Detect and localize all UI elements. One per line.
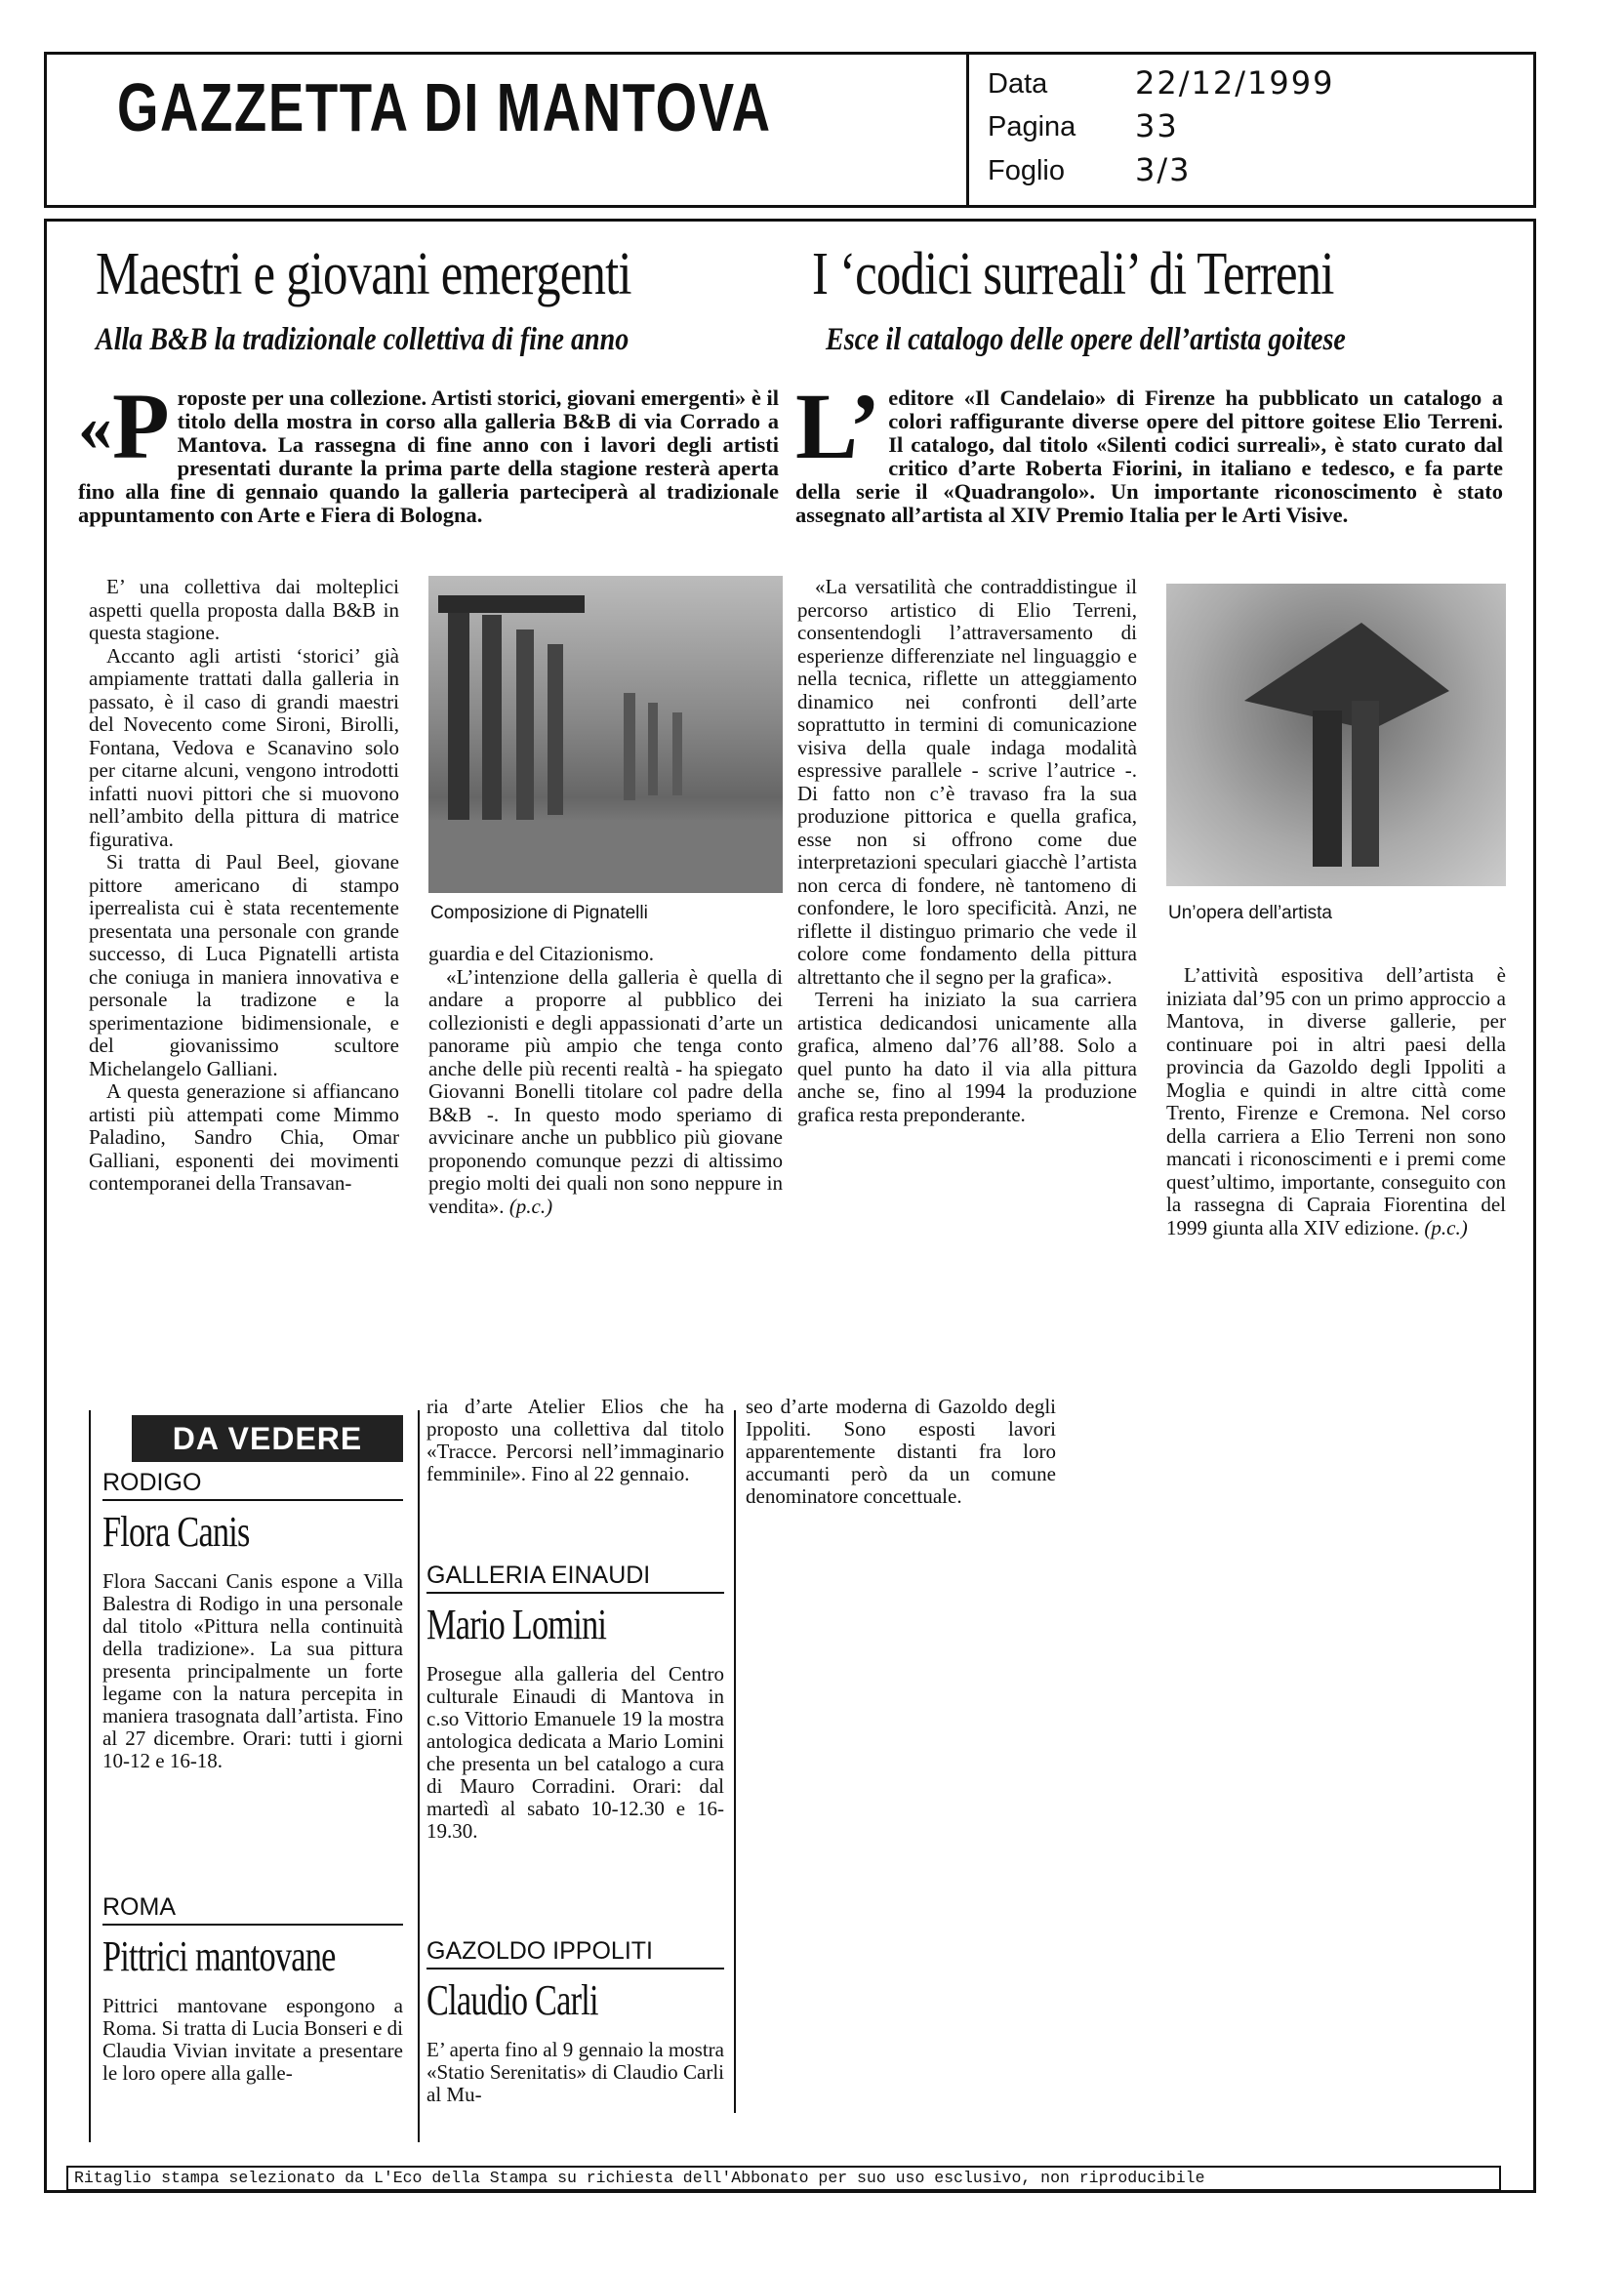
article2-headline: I ‘codici surreali’ di Terreni bbox=[812, 241, 1334, 307]
ruins-illustration bbox=[428, 576, 783, 893]
listing-text: Prosegue alla galleria del Centro culturale Einaudi di Mantova in c.so Vittorio Emanuele 19 la mostra antologica dedicata a Mario Lomini che presenta un bel catalogo a cura di Mauro Corradini. Orari: dal martedì al sabato 10-12.30 e 16- 19.30. bbox=[426, 1662, 724, 1843]
listing-location: RODIGO bbox=[102, 1469, 403, 1501]
listing-location: ROMA bbox=[102, 1893, 403, 1926]
article1-column2 bbox=[428, 943, 783, 1218]
paragraph: E’ una collettiva dai molteplici aspetti quella proposta dalla B&B in questa stagione. bbox=[89, 575, 399, 644]
artwork-illustration bbox=[1166, 584, 1506, 886]
paragraph-text: L’attività espositiva dell’artista è iniziata dal’95 con un primo approccio a Mantova, in diverse gallerie, per continuare poi in altri paesi della provincia da Gazoldo degli Ippoliti a Moglia e quindi in altre città come Trento, Firenze e Cremona. Nel corso della carriera a Elio Terreni non sono mancati i riconoscimenti e i premi come quest’ultimo, importante, conseguito con la rassegna di Capraia Fiorentina del 1999 giunta alla XIV edizione. bbox=[1166, 963, 1506, 1239]
column-rule bbox=[418, 1410, 420, 2142]
listing-galleria-einaudi bbox=[426, 1562, 724, 1843]
drop-cap: P bbox=[112, 374, 170, 478]
listing-title: Pittrici mantovane bbox=[102, 1932, 336, 1980]
column-rule bbox=[734, 1410, 736, 2113]
paragraph: «La versatilità che contraddistingue il percorso artistico di Elio Terreni, consentendogli l’attraversamento di esperienze differenziate nel linguaggio e nella tecnica, riflette un atteggiamento dinamico nei confronti dell’arte soprattutto in termini di comunicazione visiva della quale indaga modalità espressive parallele - scrive l’autrice -. Di fatto non c’è travaso fra la sua produzione pittorica e quella grafica, esse non si offrono come due interpretazioni speculari giacchè l’artista non cerca di fondere, nè tantomeno di confondere, le loro specificità. Anzi, ne riflette il distinguo primario che vede il colore come fondamento della pittura altrettanto che il segno per la grafica». bbox=[797, 575, 1137, 989]
paragraph bbox=[428, 966, 783, 1219]
signature: (p.c.) bbox=[1424, 1215, 1468, 1239]
listing-roma bbox=[102, 1893, 403, 2085]
sheet-label: Foglio bbox=[988, 155, 1065, 186]
article1-lead bbox=[78, 374, 779, 527]
article2-column4 bbox=[1166, 964, 1506, 1239]
article2-subhead: Esce il catalogo delle opere dell’artista goitese bbox=[826, 322, 1346, 357]
listing-roma-continued: ria d’arte Atelier Elios che ha proposto una collettiva dal titolo «Tracce. Percorsi nell’immaginario femminile». Fino al 22 gennaio. bbox=[426, 1395, 724, 1485]
newspaper-title: GAZZETTA DI MANTOVA bbox=[117, 69, 772, 145]
article2-column3 bbox=[797, 576, 1137, 1126]
lead-quote: « bbox=[78, 390, 112, 466]
photo-caption: Un’opera dell’artista bbox=[1168, 903, 1332, 923]
paragraph: guardia e del Citazionismo. bbox=[428, 942, 654, 965]
date-value: 22/12/1999 bbox=[1135, 64, 1335, 102]
paragraph bbox=[1166, 964, 1506, 1239]
listing-title: Mario Lomini bbox=[426, 1601, 607, 1648]
da-vedere-header: DA VEDERE bbox=[132, 1415, 403, 1462]
article1-subhead: Alla B&B la tradizionale collettiva di fine anno bbox=[96, 322, 629, 357]
listing-title: Flora Canis bbox=[102, 1508, 250, 1556]
lead-text: roposte per una collezione. Artisti storici, giovani emergenti» è il titolo della mostra in corso alla galleria B&B di via Corrado a Mantova. La rassegna di fine anno con i lavori degli artisti presentati durante la prima parte della stagione resterà aperta fino alla fine di gennaio quando la galleria parteciperà al tradizionale appuntamento con Arte e Fiera di Bologna. bbox=[78, 386, 779, 527]
listing-location: GALLERIA EINAUDI bbox=[426, 1562, 724, 1594]
listing-text: E’ aperta fino al 9 gennaio la mostra «Statio Serenitatis» di Claudio Carli al Mu- bbox=[426, 2038, 724, 2106]
masthead-divider bbox=[966, 52, 969, 208]
paragraph: Terreni ha iniziato la sua carriera artistica dedicandosi unicamente alla grafica, almeno dal’76 all’88. Solo a quel punto ha dato il via alla pittura anche se, fino al 1994 la produzione grafica resta preponderante. bbox=[797, 988, 1137, 1126]
press-clipping-notice: Ritaglio stampa selezionato da L'Eco della Stampa su richiesta dell'Abbonato per suo uso esclusivo, non riproducibile bbox=[66, 2166, 1501, 2191]
page-value: 33 bbox=[1135, 107, 1179, 144]
listing-rodigo bbox=[102, 1469, 403, 1772]
paragraph: Accanto agli artisti ‘storici’ già ampiamente trattati dalla galleria in passato, è il caso di grandi maestri del Novecento come Sironi, Birolli, Fontana, Vedova e Scanavino solo per citarne alcuni, vengono introdotti infatti nuovi pittori che si muovono nell’ambito della pittura di matrice figurativa. bbox=[89, 643, 399, 851]
listing-text: Pittrici mantovane espongono a Roma. Si tratta di Lucia Bonseri e di Claudia Vivian invitate a presentare le loro opere alla galle- bbox=[102, 1994, 403, 2085]
listing-location: GAZOLDO IPPOLITI bbox=[426, 1937, 724, 1969]
photo-terreni-artwork bbox=[1166, 584, 1506, 886]
listing-gazoldo-continued: seo d’arte moderna di Gazoldo degli Ippoliti. Sono esposti lavori apparentemente distanti fra loro accumanti però da un comune denominatore concettuale. bbox=[746, 1395, 1056, 1508]
photo-pignatelli-composition bbox=[428, 576, 783, 893]
page-label: Pagina bbox=[988, 111, 1076, 142]
signature: (p.c.) bbox=[508, 1194, 553, 1218]
article1-headline: Maestri e giovani emergenti bbox=[96, 241, 631, 307]
photo-caption: Composizione di Pignatelli bbox=[430, 903, 648, 923]
paragraph: A questa generazione si affiancano artisti più attempati come Mimmo Paladino, Sandro Chia, Omar Galliani, esponenti dei movimenti contemporanei della Transavan- bbox=[89, 1079, 399, 1195]
article2-lead bbox=[795, 374, 1503, 527]
listing-gazoldo-ippoliti bbox=[426, 1937, 724, 2106]
listing-text: Flora Saccani Canis espone a Villa Balestra di Rodigo in una personale dal titolo «Pittura nella continuità della tradizione». La sua pittura presenta principalmente un forte legame con la natura percepita in maniera trasognata dall’artista. Fino al 27 dicembre. Orari: tutti i giorni 10-12 e 16-18. bbox=[102, 1569, 403, 1772]
date-label: Data bbox=[988, 68, 1048, 100]
listing-title: Claudio Carli bbox=[426, 1976, 598, 2024]
box-rule bbox=[89, 1410, 91, 2142]
drop-cap: L’ bbox=[795, 374, 881, 478]
article1-column1 bbox=[89, 576, 399, 1196]
paragraph: Si tratta di Paul Beel, giovane pittore americano di stampo iperrealista cui è stata recentemente presentata una personale con grande successo, di Luca Pignatelli artista che coniuga in maniera innovativa e personale la tradizone e la sperimentazione bidimensionale, e del giovanissimo scultore Michelangelo Galliani. bbox=[89, 850, 399, 1080]
paragraph-text: «L’intenzione della galleria è quella di andare a proporre al pubblico dei collezionisti e degli appassionati d’arte un panorame più ampio che tenga conto anche delle più recenti realtà - ha spiegato Giovanni Bonelli titolare col padre della B&B -. In questo modo speriamo di avvicinare anche un pubblico più giovane proponendo comunque pezzi di altissimo pregio molti dei quali non sono neppure in vendita». bbox=[428, 964, 783, 1218]
lead-text: editore «Il Candelaio» di Firenze ha pubblicato un catalogo a colori raffigurante diverse opere del pittore goitese Elio Terreni. Il catalogo, dal titolo «Silenti codici surreali», è stato curato dal critico d’arte Roberta Fiorini, in italiano e tedesco, e fa parte della serie il «Quadrangolo». Un importante riconoscimento è stato assegnato all’artista al XIV Premio Italia per le Arti Visive. bbox=[795, 386, 1503, 527]
sheet-value: 3/3 bbox=[1135, 151, 1192, 188]
